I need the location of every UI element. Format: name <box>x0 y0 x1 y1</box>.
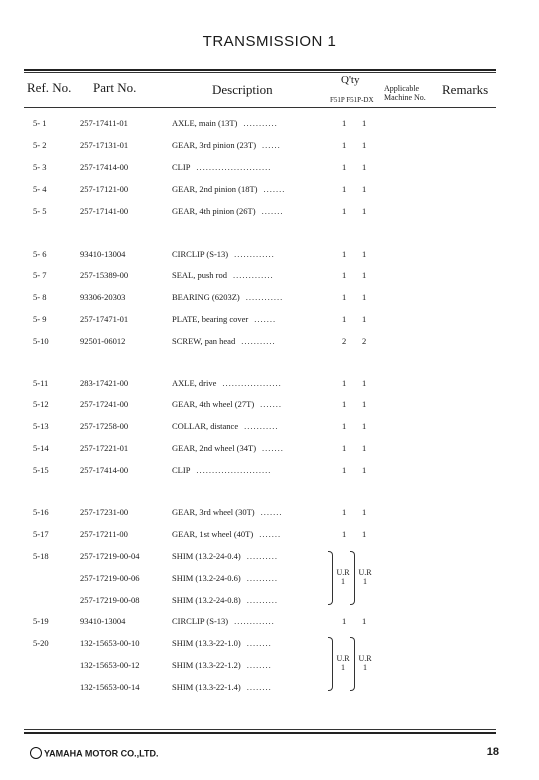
table-row <box>0 292 539 308</box>
leader-dots: ........... <box>244 421 279 431</box>
ref-no: 5- 5 <box>33 206 47 216</box>
description: PLATE, bearing cover <box>172 314 249 324</box>
qty-f51p-dx: 1 <box>362 314 367 324</box>
description: GEAR, 4th wheel (27T) <box>172 399 255 409</box>
ref-no: 5- 4 <box>33 184 47 194</box>
part-no: 257-17258-00 <box>80 421 129 431</box>
table-row <box>0 529 539 545</box>
ref-no: 5-12 <box>33 399 49 409</box>
leader-dots: ................... <box>222 378 282 388</box>
description: SHIM (13.3-22-1.4) <box>172 682 241 692</box>
qty-f51p-dx: 1 <box>362 292 367 302</box>
qty-f51p: 1 <box>342 399 347 409</box>
description: SEAL, push rod <box>172 270 228 280</box>
table-row <box>0 206 539 222</box>
part-no: 283-17421-00 <box>80 378 129 388</box>
col-header-machine: Machine No. <box>384 93 426 102</box>
description: SHIM (13.2-24-0.4) <box>172 551 241 561</box>
table-row <box>0 270 539 286</box>
part-no: 257-17414-00 <box>80 162 129 172</box>
qty-f51p: 1 <box>342 616 347 626</box>
ref-no: 5- 6 <box>33 249 47 259</box>
leader-dots: .......... <box>246 551 278 561</box>
part-no: 257-17411-01 <box>80 118 128 128</box>
qty-f51p: 2 <box>342 336 347 346</box>
leader-dots: ....... <box>262 443 284 453</box>
col-header-qty: Q'ty <box>341 74 360 86</box>
qty-f51p-dx: 1 <box>362 206 367 216</box>
leader-dots: ............. <box>234 249 275 259</box>
col-header-part: Part No. <box>93 80 137 95</box>
qty-f51p: 1 <box>342 443 347 453</box>
leader-dots: ....... <box>261 206 284 216</box>
description: SHIM (13.3-22-1.2) <box>172 660 241 670</box>
ref-no: 5- 3 <box>33 162 47 172</box>
leader-dots: ....... <box>260 507 283 517</box>
qty-f51p: 1 <box>342 465 347 475</box>
ref-no: 5- 9 <box>33 314 47 324</box>
table-row <box>0 660 539 676</box>
header-bottom-rule <box>24 107 496 108</box>
qty-f51p: 1 <box>342 378 347 388</box>
ref-no: 5- 2 <box>33 140 47 150</box>
qty-f51p: 1 <box>342 118 347 128</box>
footer-rule <box>24 732 496 734</box>
table-row <box>0 682 539 698</box>
description: GEAR, 3rd wheel (30T) <box>172 507 255 517</box>
col-header-applicable: Applicable <box>384 84 420 93</box>
table-row <box>0 595 539 611</box>
part-no: 257-17221-01 <box>80 443 129 453</box>
description: SHIM (13.2-24-0.8) <box>172 595 241 605</box>
group-qty-5-18: U.R 1 <box>336 568 350 586</box>
part-no: 257-17231-00 <box>80 507 129 517</box>
ref-no: 5-16 <box>33 507 49 517</box>
part-no: 257-17211-00 <box>80 529 128 539</box>
group-brace-5-20 <box>328 637 333 691</box>
ref-no: 5-10 <box>33 336 49 346</box>
part-no: 132-15653-00-10 <box>80 638 140 648</box>
ref-no: 5-18 <box>33 551 49 561</box>
qty-f51p: 1 <box>342 507 347 517</box>
qty-f51p: 1 <box>342 292 347 302</box>
ref-no: 5- 8 <box>33 292 47 302</box>
group-qty-5-20: U.R 1 <box>336 654 350 672</box>
table-row <box>0 551 539 567</box>
qty-f51p-dx: 1 <box>362 507 367 517</box>
part-no: 257-17241-00 <box>80 399 129 409</box>
part-no: 257-17414-00 <box>80 465 129 475</box>
part-no: 132-15653-00-12 <box>80 660 140 670</box>
leader-dots: ........... <box>241 336 276 346</box>
part-no: 257-15389-00 <box>80 270 129 280</box>
description: SHIM (13.3-22-1.0) <box>172 638 241 648</box>
table-row <box>0 184 539 200</box>
description: CLIP <box>172 162 191 172</box>
col-header-qty-sub: F51P F51P-DX <box>330 96 374 104</box>
qty-f51p-dx: 1 <box>362 162 367 172</box>
qty-f51p: 1 <box>342 206 347 216</box>
table-row <box>0 616 539 632</box>
table-row <box>0 421 539 437</box>
leader-dots: ........ <box>246 660 272 670</box>
part-no: 92501-06012 <box>80 336 126 346</box>
leader-dots: ....... <box>260 399 283 409</box>
qty-f51p: 1 <box>342 421 347 431</box>
description: SHIM (13.2-24-0.6) <box>172 573 241 583</box>
qty-f51p-dx: 1 <box>362 443 367 453</box>
group-qty-5-18-dx: U.R 1 <box>358 568 372 586</box>
table-row <box>0 399 539 415</box>
leader-dots: ........... <box>243 118 278 128</box>
page-number: 18 <box>486 746 499 758</box>
table-row <box>0 140 539 156</box>
table-row <box>0 638 539 654</box>
leader-dots: ............. <box>234 616 275 626</box>
table-row <box>0 378 539 394</box>
qty-f51p: 1 <box>342 529 347 539</box>
leader-dots: ........................ <box>196 465 272 475</box>
part-no: 93410-13004 <box>80 616 126 626</box>
qty-f51p-dx: 1 <box>362 249 367 259</box>
leader-dots: ....... <box>263 184 286 194</box>
part-no: 93410-13004 <box>80 249 126 259</box>
leader-dots: ........................ <box>196 162 272 172</box>
col-header-ref: Ref. No. <box>27 80 72 95</box>
description: CLIP <box>172 465 191 475</box>
qty-f51p-dx: 1 <box>362 270 367 280</box>
description: GEAR, 1st wheel (40T) <box>172 529 254 539</box>
description: CIRCLIP (S-13) <box>172 616 229 626</box>
qty-f51p: 1 <box>342 184 347 194</box>
part-no: 257-17219-00-04 <box>80 551 140 561</box>
part-no: 257-17131-01 <box>80 140 129 150</box>
part-no: 257-17471-01 <box>80 314 129 324</box>
qty-f51p-dx: 1 <box>362 616 367 626</box>
table-row <box>0 118 539 134</box>
description: BEARING (6203Z) <box>172 292 240 302</box>
qty-f51p: 1 <box>342 140 347 150</box>
description: COLLAR, distance <box>172 421 239 431</box>
qty-f51p: 1 <box>342 162 347 172</box>
qty-f51p: 1 <box>342 270 347 280</box>
description: SCREW, pan head <box>172 336 236 346</box>
description: GEAR, 2nd pinion (18T) <box>172 184 258 194</box>
qty-f51p-dx: 1 <box>362 529 367 539</box>
ref-no: 5- 1 <box>33 118 47 128</box>
ref-no: 5-20 <box>33 638 49 648</box>
qty-f51p: 1 <box>342 314 347 324</box>
table-row <box>0 443 539 459</box>
leader-dots: ........ <box>246 638 272 648</box>
table-row <box>0 465 539 481</box>
yamaha-emblem-icon <box>30 747 42 759</box>
description: AXLE, main (13T) <box>172 118 238 128</box>
qty-f51p-dx: 1 <box>362 140 367 150</box>
qty-f51p-dx: 2 <box>362 336 367 346</box>
leader-dots: .......... <box>246 573 278 583</box>
table-row <box>0 336 539 352</box>
header-top-rule-thin <box>24 72 496 73</box>
group-qty-5-20-dx: U.R 1 <box>358 654 372 672</box>
leader-dots: ............. <box>233 270 274 280</box>
part-no: 257-17219-00-08 <box>80 595 140 605</box>
table-row <box>0 507 539 523</box>
page-title: TRANSMISSION 1 <box>202 33 337 50</box>
leader-dots: ....... <box>254 314 277 324</box>
ref-no: 5-17 <box>33 529 49 539</box>
ref-no: 5-13 <box>33 421 49 431</box>
part-no: 257-17141-00 <box>80 206 129 216</box>
group-brace-5-18 <box>328 551 333 605</box>
table-row <box>0 314 539 330</box>
description: GEAR, 2nd wheel (34T) <box>172 443 257 453</box>
qty-f51p-dx: 1 <box>362 465 367 475</box>
ref-no: 5-11 <box>33 378 49 388</box>
qty-f51p: 1 <box>342 249 347 259</box>
qty-f51p-dx: 1 <box>362 184 367 194</box>
ref-no: 5-14 <box>33 443 49 453</box>
table-row <box>0 573 539 589</box>
header-top-rule <box>24 69 496 71</box>
ref-no: 5-15 <box>33 465 49 475</box>
part-no: 257-17219-00-06 <box>80 573 140 583</box>
col-header-description: Description <box>212 82 273 97</box>
qty-f51p-dx: 1 <box>362 118 367 128</box>
leader-dots: ...... <box>262 140 281 150</box>
footer-rule-thin <box>24 729 496 730</box>
company-logo: YAMAHA MOTOR CO.,LTD. <box>30 748 159 760</box>
description: CIRCLIP (S-13) <box>172 249 229 259</box>
leader-dots: .......... <box>246 595 278 605</box>
description: GEAR, 4th pinion (26T) <box>172 206 256 216</box>
qty-f51p-dx: 1 <box>362 378 367 388</box>
qty-f51p-dx: 1 <box>362 399 367 409</box>
table-row <box>0 162 539 178</box>
qty-f51p-dx: 1 <box>362 421 367 431</box>
ref-no: 5-19 <box>33 616 49 626</box>
leader-dots: ........ <box>246 682 272 692</box>
col-header-remarks: Remarks <box>442 82 489 97</box>
description: GEAR, 3rd pinion (23T) <box>172 140 257 150</box>
description: AXLE, drive <box>172 378 217 388</box>
part-no: 257-17121-00 <box>80 184 129 194</box>
leader-dots: ....... <box>259 529 282 539</box>
part-no: 132-15653-00-14 <box>80 682 140 692</box>
ref-no: 5- 7 <box>33 270 47 280</box>
part-no: 93306-20303 <box>80 292 126 302</box>
table-row <box>0 249 539 265</box>
leader-dots: ............ <box>245 292 284 302</box>
